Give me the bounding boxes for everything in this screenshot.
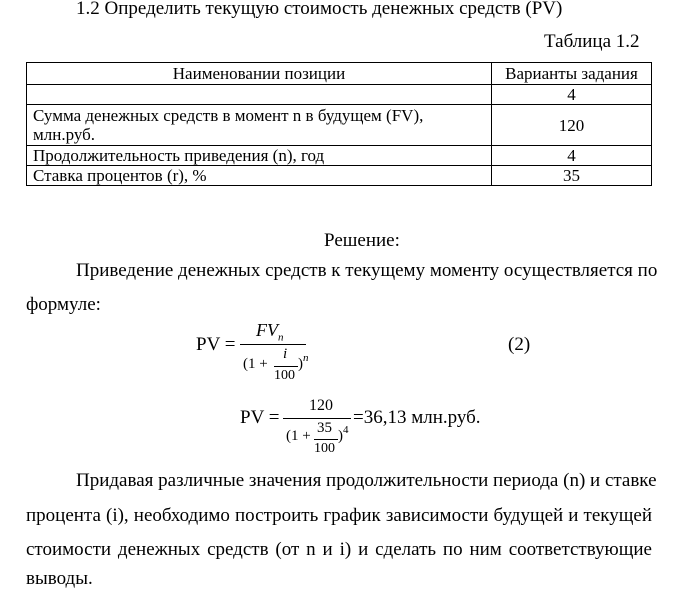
- formula-1-number: (2): [508, 334, 531, 355]
- formula-2-lhs: PV =: [240, 407, 280, 428]
- formula-2-den-close: ): [338, 428, 343, 444]
- table-cell-value: 4: [492, 146, 652, 166]
- table-header-value: Варианты задания: [492, 63, 652, 85]
- table-cell-value: 4: [492, 85, 652, 105]
- conclusion-line-1: Придавая различные значения продолжительности периода (n) и ставке: [76, 470, 657, 491]
- formula-2-inner-bar: [314, 439, 338, 440]
- formula-1-inner-bar: [274, 366, 298, 367]
- table-cell-value: 120: [492, 105, 652, 146]
- table-cell-name: Ставка процентов (r), %: [27, 166, 492, 186]
- formula-1-den-frac-den: 100: [274, 368, 295, 383]
- formula-2-den-frac-den: 100: [314, 441, 335, 456]
- formula-1-numerator: $FV_n$: [256, 320, 284, 344]
- table-header-row: [27, 63, 652, 85]
- conclusion-line-2: процента (i), необходимо построить график зависимости будущей и текущей: [26, 505, 652, 526]
- table-row: [27, 166, 652, 186]
- formula-1-den-open: (1 +: [243, 356, 268, 372]
- formula-2-den-open: (1 +: [286, 428, 311, 444]
- formula-2-result: =36,13 млн.руб.: [353, 407, 481, 428]
- formula-2-numerator: 120: [309, 397, 333, 414]
- table-cell-value: 35: [492, 166, 652, 186]
- table-cell-name: [27, 85, 492, 105]
- formula-2-fraction-bar: [283, 418, 351, 419]
- formula-2-den-frac-num: 35: [317, 420, 332, 436]
- formula-1-den-frac-num: i: [283, 346, 288, 362]
- table-cell-name: Сумма денежных средств в момент n в будущем (FV), млн.руб.: [27, 105, 492, 146]
- data-table: [26, 62, 652, 186]
- conclusion-line-3: стоимости денежных средств (от n и i) и сделать по ним соответствующие: [26, 539, 652, 560]
- table-row: [27, 146, 652, 166]
- formula-2-den-exp: 4: [343, 424, 349, 436]
- formula-1-fraction-bar: [240, 344, 306, 345]
- intro-line-1: Приведение денежных средств к текущему моменту осуществляется по: [76, 260, 658, 281]
- table-cell-name: Продолжительность приведения (n), год: [27, 146, 492, 166]
- formula-1-lhs: PV =: [196, 334, 236, 355]
- conclusion-line-4: выводы.: [26, 568, 93, 589]
- section-heading: 1.2 Определить текущую стоимость денежных средств (PV): [76, 0, 563, 19]
- intro-line-2: формуле:: [26, 294, 101, 315]
- solution-title: Решение:: [324, 230, 400, 251]
- table-header-name: Наименовании позиции: [27, 63, 492, 85]
- table-row: [27, 85, 652, 105]
- formula-1-den-exp: n: [303, 352, 309, 364]
- table-caption: Таблица 1.2: [544, 31, 640, 52]
- table-row: [27, 105, 652, 146]
- formula-1-den-close: ): [298, 356, 303, 372]
